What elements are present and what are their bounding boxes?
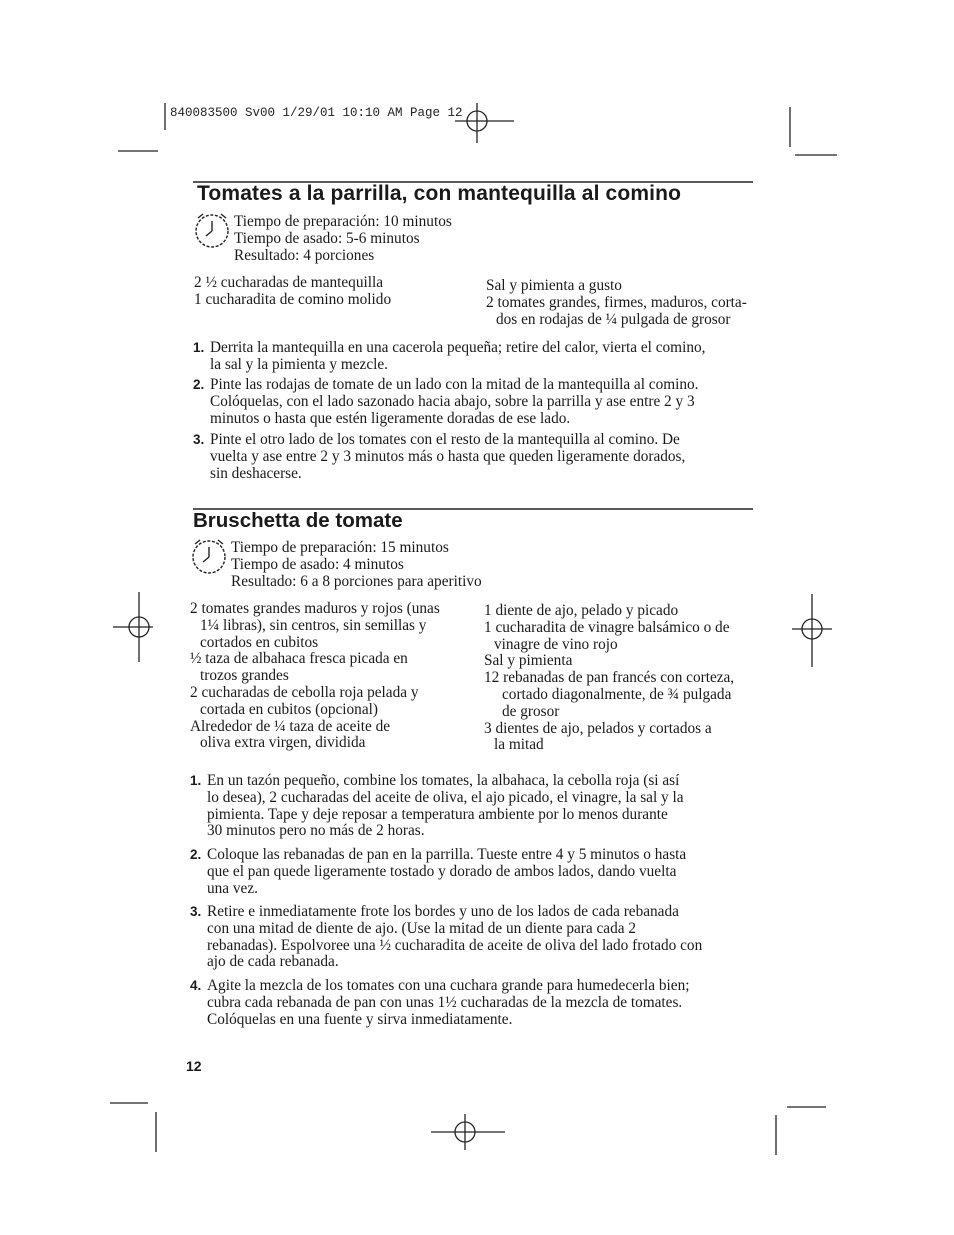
- step-text: minutos o hasta que estén ligeramente doradas de ese lado.: [210, 409, 571, 427]
- step-text: ajo de cada rebanada.: [207, 953, 339, 971]
- step-number: 1.: [190, 773, 202, 788]
- step-number: 2.: [190, 847, 202, 862]
- ingredient: 2 cucharadas de cebolla roja pelada y: [190, 683, 419, 701]
- recipe-1-meta: [234, 214, 452, 264]
- ingredient: Sal y pimienta: [484, 652, 573, 670]
- step-text: la sal y la pimienta y mezcle.: [210, 355, 388, 373]
- ingredient: 1¼ libras), sin centros, sin semillas y: [200, 616, 427, 634]
- step-number: 2.: [193, 377, 205, 392]
- step-text: Colóquelas, con el lado sazonado hacia abajo, sobre la parrilla y ase entre 2 y 3: [210, 392, 695, 410]
- ingredient: 2 ½ cucharadas de mantequilla: [194, 274, 384, 291]
- ingredient: 2 tomates grandes, firmes, maduros, corta-: [486, 293, 747, 311]
- recipe-title-2: Bruschetta de tomate: [193, 509, 403, 532]
- step-text: cubra cada rebanada de pan con unas 1½ cucharadas de la mezcla de tomates.: [207, 993, 683, 1011]
- step-text: Coloque las rebanadas de pan en la parrilla. Tueste entre 4 y 5 minutos o hasta: [207, 846, 687, 863]
- ingredient: trozos grandes: [200, 667, 289, 685]
- ingredient: ½ taza de albahaca fresca picada en: [190, 650, 408, 668]
- step-text: Pinte el otro lado de los tomates con el resto de la mantequilla al comino. De: [210, 431, 680, 448]
- step-text: Pinte las rodajas de tomate de un lado con la mitad de la mantequilla al comino.: [210, 376, 699, 393]
- step-text: una vez.: [207, 879, 258, 897]
- recipe-2-meta: [231, 540, 482, 590]
- step-text: lo desea), 2 cucharadas del aceite de oliva, el ajo picado, el vinagre, la sal y la: [207, 788, 684, 806]
- step-text: 30 minutos pero no más de 2 horas.: [207, 822, 425, 840]
- recipe-2-ingredients-left: [190, 601, 440, 752]
- prep-time: Tiempo de preparación: 10 minutos: [234, 213, 452, 230]
- registration-mark-icon: [431, 1114, 505, 1150]
- ingredient: Alrededor de ¼ taza de aceite de: [190, 717, 391, 735]
- yield: Resultado: 6 a 8 porciones para aperitivo: [231, 572, 482, 590]
- step-text: que el pan quede ligeramente tostado y dorado de ambos lados, dando vuelta: [207, 862, 677, 880]
- recipe-title-1: Tomates a la parrilla, con mantequilla al comino: [197, 182, 682, 205]
- step-text: vuelta y ase entre 2 y 3 minutos más o hasta que queden ligeramente dorados,: [210, 447, 686, 465]
- registration-mark-icon: [792, 594, 832, 667]
- step-text: Agite la mezcla de los tomates con una cuchara grande para humedecerla bien;: [207, 977, 690, 994]
- step-number: 3.: [190, 904, 202, 919]
- ingredient: oliva extra virgen, dividida: [200, 734, 366, 752]
- ingredient: 1 diente de ajo, pelado y picado: [484, 602, 679, 619]
- recipe-2-ingredients-right: [484, 603, 734, 754]
- ingredient: 1 cucharadita de comino molido: [194, 290, 392, 308]
- ingredient: dos en rodajas de ¼ pulgada de grosor: [496, 310, 731, 328]
- step-text: sin deshacerse.: [210, 464, 302, 482]
- ingredient: 3 dientes de ajo, pelados y cortados a: [484, 719, 712, 737]
- ingredient: 12 rebanadas de pan francés con corteza,: [484, 669, 735, 687]
- ingredient: Sal y pimienta a gusto: [486, 277, 622, 294]
- ingredient: 1 cucharadita de vinagre balsámico o de: [484, 618, 730, 636]
- recipe-1-ingredients-left: [194, 275, 391, 309]
- ingredient: cortada en cubitos (opcional): [200, 700, 378, 718]
- clock-icon: [193, 540, 225, 573]
- step-text: Retire e inmediatamente frote los bordes y uno de los lados de cada rebanada: [207, 903, 679, 920]
- ingredient: la mitad: [494, 736, 544, 754]
- cook-time: Tiempo de asado: 5-6 minutos: [234, 229, 420, 247]
- clock-icon: [196, 214, 228, 247]
- step-text: pimienta. Tape y deje reposar a temperatura ambiente por lo menos durante: [207, 805, 668, 823]
- step-text: En un tazón pequeño, combine los tomates, la albahaca, la cebolla roja (si así: [207, 772, 680, 789]
- step-number: 4.: [190, 978, 202, 993]
- registration-mark-icon: [113, 592, 153, 662]
- printer-slug: 840083500 Sv00 1/29/01 10:10 AM Page 12: [170, 106, 463, 120]
- page-number: 12: [186, 1058, 202, 1074]
- ingredient: de grosor: [502, 702, 560, 720]
- step-text: Derrita la mantequilla en una cacerola pequeña; retire del calor, vierta el comino,: [210, 339, 706, 356]
- step-number: 3.: [193, 432, 205, 447]
- registration-mark-icon: [455, 103, 514, 143]
- recipe-1-ingredients-right: [486, 278, 747, 328]
- step-text: con una mitad de diente de ajo. (Use la mitad de un diente para cada 2: [207, 919, 636, 937]
- prep-time: Tiempo de preparación: 15 minutos: [231, 539, 449, 556]
- step-text: rebanadas). Espolvoree una ½ cucharadita de aceite de oliva del lado frotado con: [207, 936, 703, 954]
- cook-time: Tiempo de asado: 4 minutos: [231, 555, 404, 573]
- ingredient: 2 tomates grandes maduros y rojos (unas: [190, 600, 440, 617]
- ingredient: cortado diagonalmente, de ¾ pulgada: [502, 685, 732, 703]
- step-text: Colóquelas en una fuente y sirva inmediatamente.: [207, 1010, 513, 1028]
- ingredient: cortados en cubitos: [200, 633, 319, 651]
- yield: Resultado: 4 porciones: [234, 246, 375, 264]
- step-number: 1.: [193, 340, 205, 355]
- ingredient: vinagre de vino rojo: [494, 635, 618, 653]
